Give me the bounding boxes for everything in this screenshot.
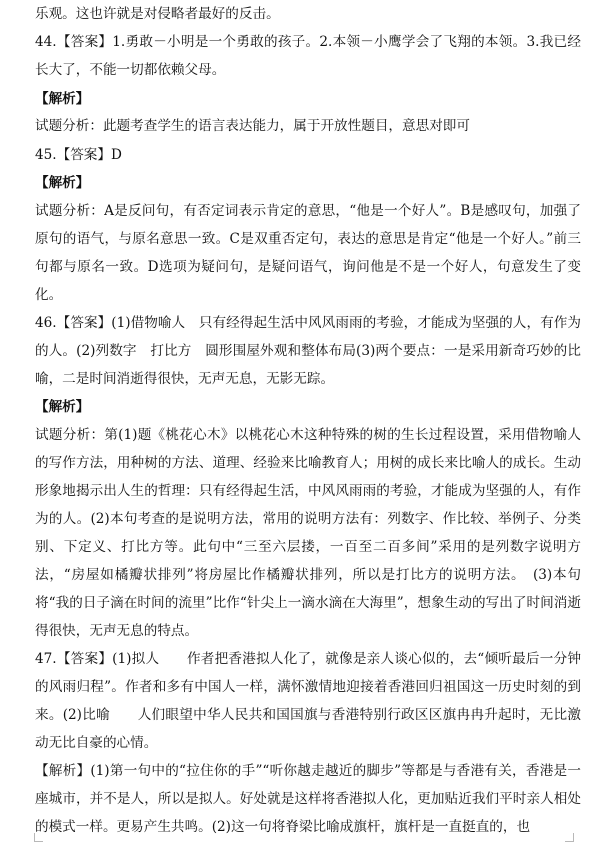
page-corner-mark	[34, 833, 43, 842]
analysis-heading: 【解析】	[35, 91, 90, 107]
analysis-44: 试题分析：此题考查学生的语言表达能力，属于开放性题目，意思对即可	[35, 118, 470, 134]
answer-44: 44.【答案】1.勇敢－小明是一个勇敢的孩子。2.本领－小鹰学会了飞翔的本领。3.我已经长大了，不能一切都依赖父母。	[35, 34, 581, 78]
analysis-heading: 【解析】	[35, 399, 90, 415]
answer-46: 46.【答案】(1)借物喻人 只有经得起生活中风风雨雨的考验，才能成为坚强的人，有作为的人。(2)列数字 打比方 圆形围屋外观和整体布局(3)两个要点：一是采用新奇巧妙的比喻，二是时间消逝得很快，无声无息，无影无踪。	[35, 315, 581, 387]
answer-47: 47.【答案】(1)拟人 作者把香港拟人化了，就像是亲人谈心似的，去“倾听最后一分钟的风雨归程”。作者和多有中国人一样，满怀激情地迎接着香港回归祖国这一历史时刻的到来。(2)比喻 人们眼望中华人民共和国国旗与香港特别行政区区旗冉冉升起时，无比激动无比自豪的心情。	[35, 651, 581, 751]
page-corner-mark	[565, 833, 574, 842]
answer-45: 45.【答案】D	[35, 147, 122, 163]
analysis-heading: 【解析】	[35, 175, 90, 191]
analysis-47: 【解析】(1)第一句中的“拉住你的手”“听你越走越近的脚步”等都是与香港有关，香港是一座城市，并不是人，所以是拟人。好处就是这样将香港拟人化，更加贴近我们平时亲人相处的模式一样。更易产生共鸣。(2)这一句将脊梁比喻成旗杆，旗杆是一直挺直的，也	[35, 763, 581, 835]
analysis-46: 试题分析：第(1)题《桃花心木》以桃花心木这种特殊的树的生长过程设置，采用借物喻人的写作方法，用种树的方法、道理、经验来比喻教育人；用树的成长来比喻人的成长。生动形象地揭示出人生的哲理：只有经得起生活，中风风雨雨的考验，才能成为坚强的人，有作为的人。(2)本句考查的是说明方法，常用的说明方法有：列数字、作比较、举例子、分类别、下定义、打比方等。此句中“三至六层搂，一百至二百多间”采用的是列数字说明方法，“房屋如橘瓣状排列”将房屋比作橘瓣状排列，所以是打比方的说明方法。 (3)本句将“我的日子滴在时间的流里”比作“针尖上一滴水滴在大海里”，想象生动的写出了时间消逝得很快，无声无息的特点。	[35, 427, 581, 639]
analysis-45: 试题分析：A是反问句，有否定词表示肯定的意思，“他是一个好人”。B是感叹句，加强了原句的语气，与原名意思一致。C是双重否定句，表达的意思是肯定“他是一个好人。”前三句都与原名一致。D选项为疑问句，是疑问语气，询问他是不是一个好人，句意发生了变化。	[35, 203, 581, 303]
text-line: 乐观。这也许就是对侵略者最好的反击。	[35, 6, 280, 22]
